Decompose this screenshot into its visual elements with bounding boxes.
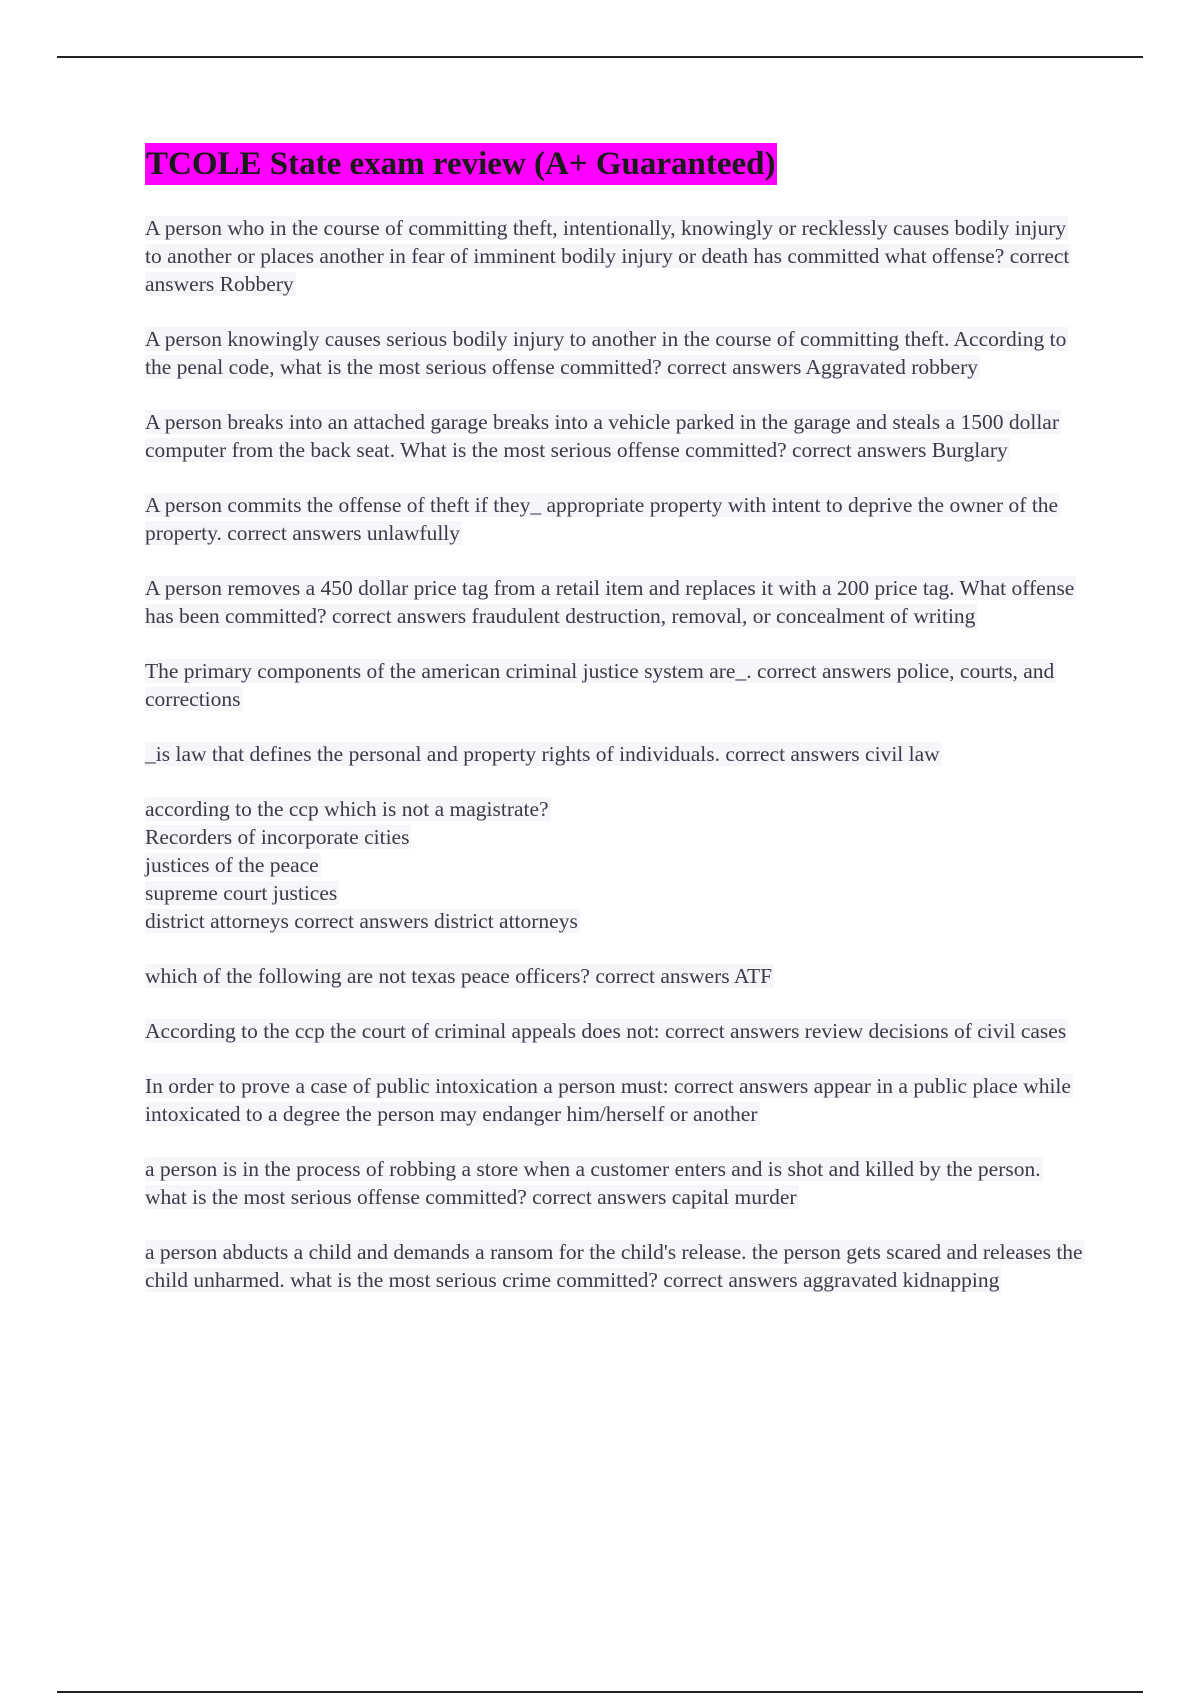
qa-entry <box>145 1155 1085 1211</box>
top-divider <box>57 56 1143 58</box>
qa-text: A person commits the offense of theft if they_ appropriate property with intent to deprive the owner of the property. correct answers unlawfully <box>145 493 1059 545</box>
qa-entry <box>145 795 1085 935</box>
document-page <box>145 143 1085 1321</box>
qa-entry <box>145 408 1085 464</box>
qa-text: A person removes a 450 dollar price tag from a retail item and replaces it with a 200 price tag. What offense has been committed? correct answers fraudulent destruction, removal, or concealment of writing <box>145 576 1075 628</box>
qa-entry <box>145 1072 1085 1128</box>
qa-text: A person knowingly causes serious bodily injury to another in the course of committing theft. According to the penal code, what is the most serious offense committed? correct answers Aggravated robbery <box>145 327 1067 379</box>
qa-entry <box>145 740 1085 768</box>
qa-entry <box>145 491 1085 547</box>
qa-text: a person abducts a child and demands a ransom for the child's release. the person gets scared and releases the child unharmed. what is the most serious crime committed? correct answers aggravated kidnapping <box>145 1240 1083 1292</box>
qa-text: In order to prove a case of public intoxication a person must: correct answers appear in a public place while intoxicated to a degree the person may endanger him/herself or another <box>145 1074 1071 1126</box>
qa-text: which of the following are not texas peace officers? correct answers ATF <box>145 964 773 988</box>
bottom-divider <box>57 1691 1143 1693</box>
qa-text: _is law that defines the personal and property rights of individuals. correct answers civil law <box>145 742 940 766</box>
qa-entry <box>145 574 1085 630</box>
qa-entry <box>145 1238 1085 1294</box>
qa-text: According to the ccp the court of criminal appeals does not: correct answers review decisions of civil cases <box>145 1019 1067 1043</box>
qa-entry <box>145 657 1085 713</box>
qa-entry <box>145 962 1085 990</box>
qa-entry <box>145 325 1085 381</box>
qa-text: A person who in the course of committing theft, intentionally, knowingly or recklessly causes bodily injury to another or places another in fear of imminent bodily injury or death has committed what offense? correct answers Robbery <box>145 216 1070 296</box>
qa-text: a person is in the process of robbing a store when a customer enters and is shot and killed by the person. what is the most serious offense committed? correct answers capital murder <box>145 1157 1041 1209</box>
document-title: TCOLE State exam review (A+ Guaranteed) <box>145 143 777 185</box>
qa-entry <box>145 214 1085 298</box>
qa-text: A person breaks into an attached garage breaks into a vehicle parked in the garage and steals a 1500 dollar computer from the back seat. What is the most serious offense committed? correct answers Burglary <box>145 410 1059 462</box>
qa-text: according to the ccp which is not a magistrate? Recorders of incorporate cities justices of the peace supreme court justices district attorneys correct answers district attorneys <box>145 797 578 933</box>
qa-list <box>145 214 1085 1294</box>
qa-text: The primary components of the american criminal justice system are_. correct answers police, courts, and corrections <box>145 659 1055 711</box>
qa-entry <box>145 1017 1085 1045</box>
